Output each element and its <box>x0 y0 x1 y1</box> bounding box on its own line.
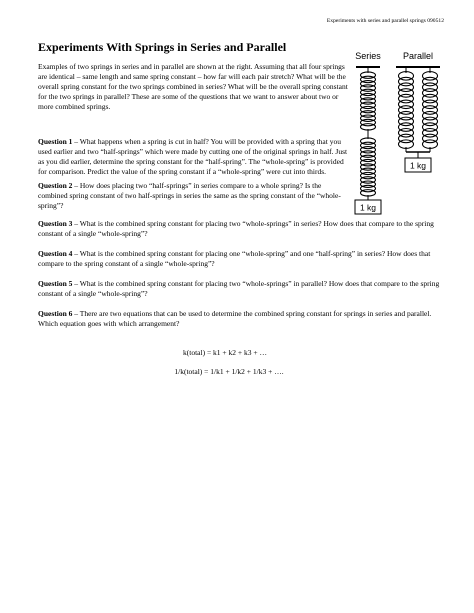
question-2-label: Question 2 <box>38 181 73 190</box>
series-weight-label: 1 kg <box>359 202 377 213</box>
question-2 <box>38 181 350 211</box>
question-6-text: – There are two equations that can be used to determine the combined spring constant for springs in series and parallel. Which equation goes with which arrangement? <box>38 309 432 328</box>
question-5-label: Question 5 <box>38 279 73 288</box>
question-1-label: Question 1 <box>38 137 73 146</box>
question-3 <box>38 219 440 239</box>
question-6-label: Question 6 <box>38 309 73 318</box>
question-5-text: – What is the combined spring constant for placing two “whole-springs” in parallel? How does that compare to the spring constant of a single “whole-spring”? <box>38 279 440 298</box>
question-6 <box>38 309 440 329</box>
equation-reciprocal-sum: 1/k(total) = 1/k1 + 1/k2 + 1/k3 + …. <box>174 367 284 376</box>
parallel-label: Parallel <box>402 51 434 61</box>
equation-sum: k(total) = k1 + k2 + k3 + … <box>183 348 267 357</box>
question-4-text: – What is the combined spring constant for placing one “whole-spring” and one “half-spring” in series? How does that compare to the spring constant of a single “whole-spring”? <box>38 249 431 268</box>
question-1-text: – What happens when a spring is cut in half? You will be provided with a spring that you used earlier and two “half-springs” which were made by cutting one of the original springs in half. Just as you did earlier, determine the spring constant for the “half-spring”. The “whole-spring” is provided for comparison. Predict the value of the spring constant if a “whole-spring” were cut into thirds. <box>38 137 348 176</box>
parallel-weight-label: 1 kg <box>409 160 427 171</box>
question-1 <box>38 137 350 177</box>
question-3-label: Question 3 <box>38 219 73 228</box>
question-5 <box>38 279 440 299</box>
page-header: Experiments with series and parallel springs 090512 <box>326 18 444 24</box>
question-3-text: – What is the combined spring constant for placing two “whole-springs” in series? How does that compare to the spring constant of a single “whole-spring”? <box>38 219 434 238</box>
springs-figure <box>352 48 448 220</box>
question-2-text: – How does placing two “half-springs” in series compare to a whole spring? Is the combined spring constant of two half-springs in series the same as the spring constant of the “whole-spring”? <box>38 181 341 210</box>
series-label: Series <box>355 51 381 61</box>
question-4 <box>38 249 440 269</box>
intro-paragraph: Examples of two springs in series and in parallel are shown at the right. Assuming that all four springs are identical – same length and same spring constant – how far will each pair stretch? What will be the overall spring constant for the two springs combined in series? What will be the overall spring constant for the two springs in parallel? These are some of the questions that we want to answer about two or more combined springs. <box>38 62 348 111</box>
page-title: Experiments With Springs in Series and Parallel <box>38 40 287 54</box>
question-4-label: Question 4 <box>38 249 73 258</box>
